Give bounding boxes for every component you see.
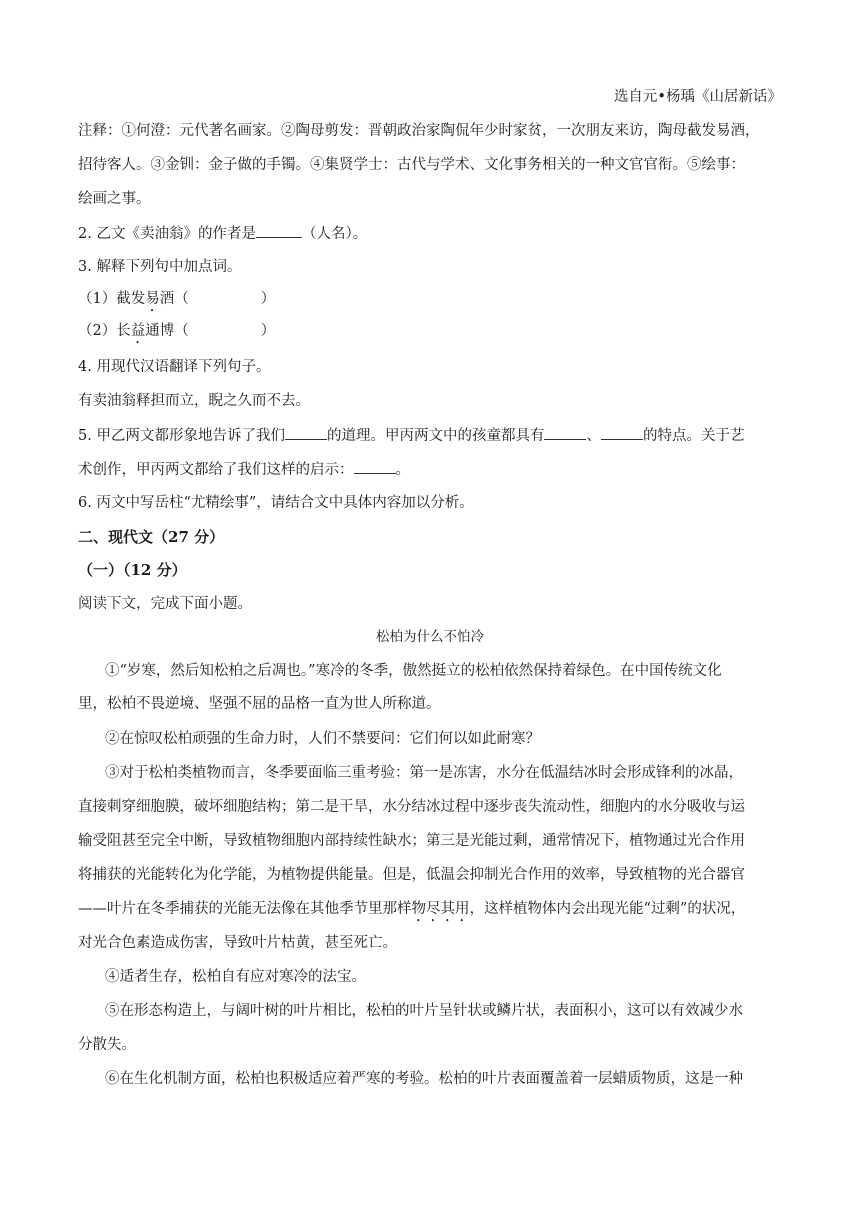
question-5-line-2	[78, 459, 410, 480]
item-text: ）	[260, 323, 276, 339]
item-text: 通博（	[145, 323, 189, 339]
paragraph-line: 对光合色素造成伤害，导致叶片枯黄，甚至死亡。	[78, 935, 397, 951]
notes-line: 注释：①何澄：元代著名画家。②陶母剪发：晋朝政治家陶侃年少时家贫，一次朋友来访，陶母截发易酒，	[78, 123, 760, 139]
answer-blank[interactable]	[544, 425, 586, 440]
question-5-text: 的特点。关于艺	[642, 428, 745, 444]
question-3: 3. 解释下列句中加点词。	[78, 259, 242, 275]
item-text: ）	[260, 291, 276, 307]
dotted-word: 易	[145, 291, 160, 307]
question-5-text: 术创作，甲丙两文都给了我们这样的启示：	[78, 462, 354, 478]
question-2-text-end: （人名）。	[301, 226, 368, 242]
paragraph-text: ——叶片在冬季捕获的光能无法像在其他季节里那样	[78, 901, 412, 917]
question-3-item-2	[78, 321, 275, 347]
question-3-item-1	[78, 289, 275, 315]
paragraph-line: 里，松柏不畏逆境、坚强不屈的品格一直为世人所称道。	[78, 696, 441, 712]
question-5-text: 。	[395, 462, 410, 478]
dotted-word: 益	[130, 323, 146, 339]
paragraph-line: ⑤在形态构造上，与阔叶树的叶片相比，松柏的叶片呈针状或鳞片状，表面积小，这可以有效减少水	[105, 1003, 743, 1019]
question-5-text: 5. 甲乙两文都形象地告诉了我们	[78, 428, 285, 444]
subsection-heading: （一）（12 分）	[78, 561, 187, 579]
notes-line: 招待客人。③金钏：金子做的手镯。④集贤学士：古代与学术、文化事务相关的一种文官官衔。⑤绘事：	[78, 157, 745, 173]
paragraph-line: ③对于松柏类植物而言，冬季要面临三重考验：第一是冻害，水分在低温结冰时会形成锋利的冰晶，	[105, 765, 743, 781]
paragraph-line: ①“岁寒，然后知松柏之后凋也。”寒冷的冬季，傲然挺立的松柏依然保持着绿色。在中国传统文化	[105, 663, 722, 679]
dotted-phrase: 物尽其用	[411, 901, 470, 917]
answer-blank[interactable]	[601, 425, 643, 440]
paragraph-line: 将捕获的光能转化为化学能，为植物提供能量。但是，低温会抑制光合作用的效率，导致植物的光合器官	[78, 867, 745, 883]
question-4-sentence: 有卖油翁释担而立，睨之久而不去。	[78, 393, 310, 409]
instruction: 阅读下文，完成下面小题。	[78, 596, 252, 612]
paragraph-line: 输受阻甚至完全中断，导致植物细胞内部持续性缺水；第三是光能过剩，通常情况下，植物通过光合作用	[78, 833, 745, 849]
section-heading: 二、现代文（27 分）	[78, 528, 225, 546]
question-5-text: 、	[586, 428, 601, 444]
answer-blank[interactable]	[285, 425, 327, 440]
paragraph-line	[78, 899, 745, 925]
source-citation: 选自元•杨瑀《山居新话》	[613, 89, 782, 105]
notes-line: 绘画之事。	[78, 191, 151, 207]
paragraph-line: 分散失。	[78, 1037, 136, 1053]
item-text: （2）长	[78, 323, 131, 339]
question-2	[78, 223, 367, 244]
paragraph-line: 直接刺穿细胞膜，破坏细胞结构；第二是干旱，水分结冰过程中逐步丧失流动性，细胞内的水分吸收与运	[78, 799, 745, 815]
paragraph-text: ，这样植物体内会出现光能“过剩”的状况，	[469, 901, 746, 917]
paragraph-line: ⑥在生化机制方面，松柏也积极适应着严寒的考验。松柏的叶片表面覆盖着一层蜡质物质，这是一种	[105, 1071, 743, 1087]
question-5-line-1	[78, 425, 744, 446]
answer-blank[interactable]	[256, 223, 302, 238]
item-text: （1）截发	[78, 291, 146, 307]
item-text: 酒（	[159, 291, 189, 307]
question-6: 6. 丙文中写岳柱“尤精绘事”，请结合文中具体内容加以分析。	[78, 495, 474, 511]
paragraph-line: ④适者生存，松柏自有应对寒冷的法宝。	[105, 969, 366, 985]
question-2-text: 2. 乙文《卖油翁》的作者是	[78, 226, 256, 242]
question-5-text: 的道理。甲丙两文中的孩童都具有	[326, 428, 545, 444]
article-title: 松柏为什么不怕冷	[376, 629, 484, 645]
paragraph-line: ②在惊叹松柏顽强的生命力时，人们不禁要问：它们何以如此耐寒？	[105, 731, 540, 747]
question-4: 4. 用现代汉语翻译下列句子。	[78, 359, 271, 375]
answer-blank[interactable]	[354, 459, 396, 474]
